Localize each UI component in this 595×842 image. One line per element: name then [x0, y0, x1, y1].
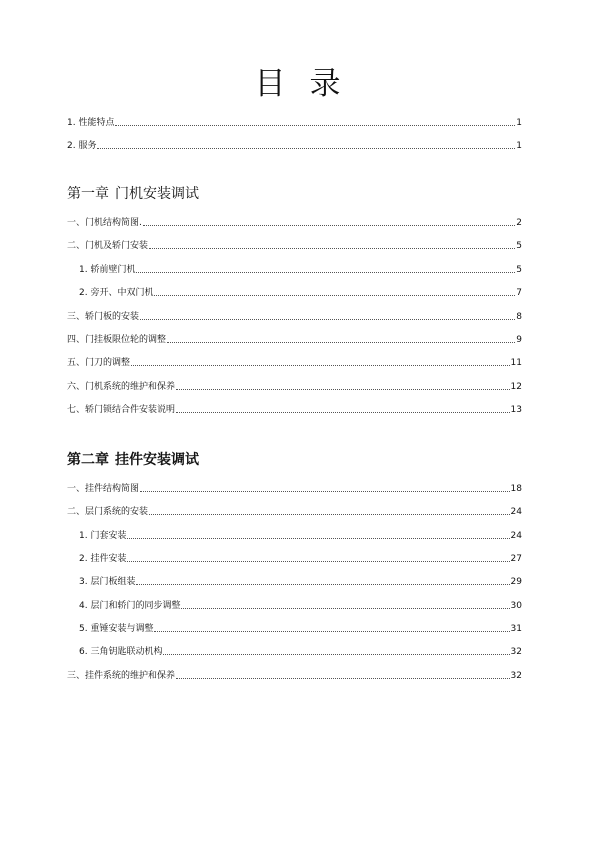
toc-entry-page: 11: [510, 358, 522, 368]
toc-entry-performance[interactable]: [67, 116, 522, 128]
toc-entry[interactable]: [67, 216, 522, 228]
toc-subentry[interactable]: [79, 599, 522, 611]
dot-leader: [181, 608, 509, 609]
toc-subentry[interactable]: [79, 552, 522, 564]
dot-leader: [127, 561, 509, 562]
toc-entry-label: 五、门刀的调整: [67, 358, 131, 368]
toc-entry-label: 六、门机系统的维护和保养: [67, 382, 176, 392]
toc-entry-page: 32: [510, 671, 522, 681]
dot-leader: [97, 148, 515, 149]
toc-entry-label: 一、门机结构简图.: [67, 218, 142, 228]
toc-entry-label: 1. 轿前壁门机: [79, 265, 136, 275]
toc-subentry[interactable]: [79, 263, 522, 275]
dot-leader: [131, 365, 510, 366]
dot-leader: [149, 248, 515, 249]
toc-entry[interactable]: [67, 380, 522, 392]
toc-entry-label: 二、层门系统的安装: [67, 507, 149, 517]
dot-leader: [167, 342, 515, 343]
dot-leader: [140, 319, 515, 320]
dot-leader: [154, 631, 509, 632]
toc-entry-page: 13: [510, 405, 522, 415]
page-title: 目录: [254, 66, 365, 102]
toc-entry[interactable]: [67, 403, 522, 415]
chapter-number: 第二章: [67, 452, 109, 468]
dot-leader: [136, 272, 515, 273]
toc-entry-page: 30: [510, 601, 522, 611]
chapter-number: 第一章: [67, 186, 109, 202]
dot-leader: [143, 225, 515, 226]
toc-entry-label: 2. 旁开、中双门机: [79, 288, 154, 298]
chapter-name: 挂件安装调试: [115, 452, 199, 468]
toc-entry-label: 3. 层门板组装: [79, 577, 136, 587]
dot-leader: [149, 514, 510, 515]
toc-entry-label: 二、门机及轿门安装: [67, 241, 149, 251]
toc-entry-page: 29: [510, 577, 522, 587]
toc-entry[interactable]: [67, 239, 522, 251]
chapter-2-heading[interactable]: [67, 452, 199, 468]
dot-leader: [140, 491, 510, 492]
toc-entry-page: 7: [516, 288, 522, 298]
toc-subentry[interactable]: [79, 529, 522, 541]
toc-entry-label: 三、轿门板的安装: [67, 312, 140, 322]
dot-leader: [176, 389, 510, 390]
dot-leader: [127, 538, 509, 539]
toc-entry-service[interactable]: [67, 139, 522, 151]
toc-entry-label: 1. 门套安装: [79, 531, 127, 541]
dot-leader: [176, 678, 510, 679]
dot-leader: [163, 654, 509, 655]
toc-entry-page: 31: [510, 624, 522, 634]
toc-entry-label: 2. 服务: [67, 141, 97, 151]
toc-entry-page: 1: [516, 118, 522, 128]
toc-subentry[interactable]: [79, 645, 522, 657]
toc-entry-label: 七、轿门锁结合件安装说明: [67, 405, 176, 415]
chapter-name: 门机安装调试: [115, 186, 199, 202]
toc-entry-page: 1: [516, 141, 522, 151]
toc-entry[interactable]: [67, 310, 522, 322]
toc-entry[interactable]: [67, 333, 522, 345]
toc-subentry[interactable]: [79, 622, 522, 634]
toc-entry-page: 9: [516, 335, 522, 345]
toc-entry-page: 32: [510, 647, 522, 657]
toc-entry-label: 四、门挂板限位轮的调整: [67, 335, 167, 345]
toc-entry-page: 5: [516, 265, 522, 275]
toc-entry-page: 5: [516, 241, 522, 251]
toc-entry-label: 4. 层门和轿门的同步调整: [79, 601, 181, 611]
toc-entry-page: 12: [510, 382, 522, 392]
toc-entry-page: 2: [516, 218, 522, 228]
toc-entry-label: 1. 性能特点: [67, 118, 115, 128]
toc-entry-label: 6. 三角钥匙联动机构: [79, 647, 163, 657]
toc-entry-label: 三、挂件系统的维护和保养: [67, 671, 176, 681]
toc-entry-page: 24: [510, 507, 522, 517]
toc-subentry[interactable]: [79, 286, 522, 298]
toc-entry[interactable]: [67, 669, 522, 681]
dot-leader: [154, 295, 515, 296]
toc-entry-page: 18: [510, 484, 522, 494]
chapter-1-heading[interactable]: [67, 186, 199, 202]
toc-subentry[interactable]: [79, 575, 522, 587]
dot-leader: [136, 584, 509, 585]
dot-leader: [176, 412, 510, 413]
toc-entry[interactable]: [67, 482, 522, 494]
toc-entry-label: 2. 挂件安装: [79, 554, 127, 564]
toc-entry-label: 5. 重锤安装与调整: [79, 624, 154, 634]
toc-entry-page: 8: [516, 312, 522, 322]
dot-leader: [115, 125, 515, 126]
toc-entry[interactable]: [67, 505, 522, 517]
toc-entry-page: 27: [510, 554, 522, 564]
toc-entry-label: 一、挂件结构简图: [67, 484, 140, 494]
toc-entry-page: 24: [510, 531, 522, 541]
toc-entry[interactable]: [67, 356, 522, 368]
